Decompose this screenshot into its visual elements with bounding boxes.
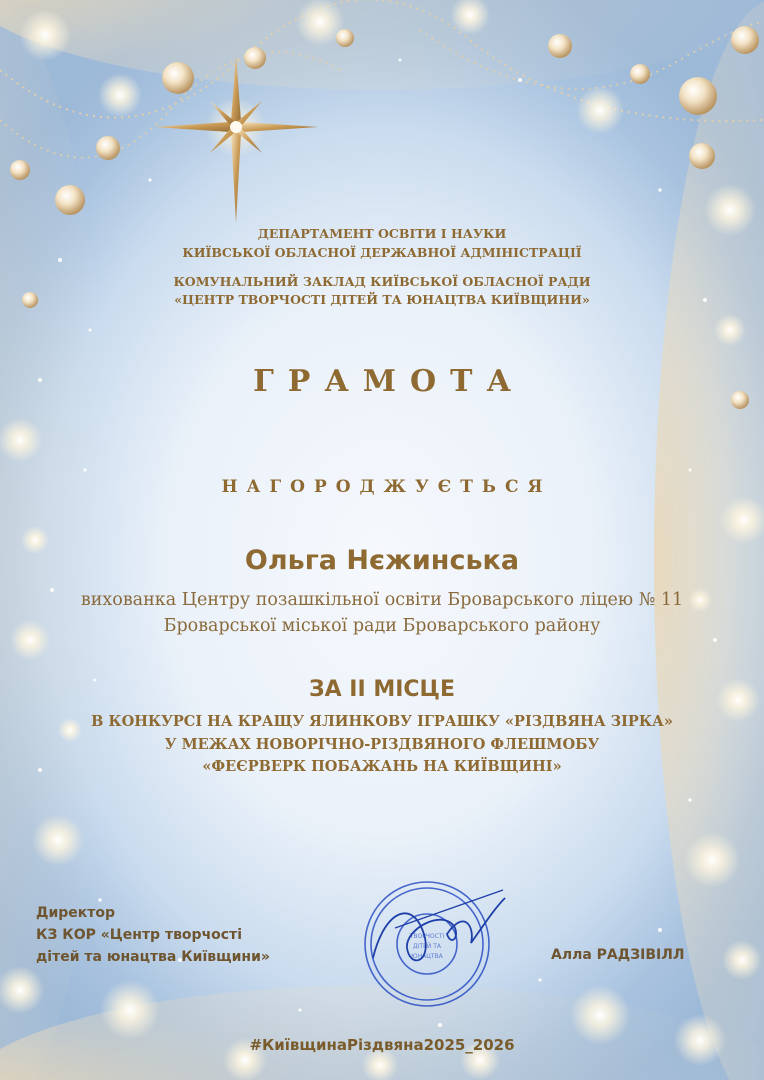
institution-line-2: «ЦЕНТР ТВОРЧОСТІ ДІТЕЙ ТА ЮНАЦТВА КИЇВЩИНИ» [174,292,590,307]
contest-line-1: В КОНКУРСІ НА КРАЩУ ЯЛИНКОВУ ІГРАШКУ «РІЗДВЯНА ЗІРКА» [91,713,673,730]
signature-position-line-3: дітей та юнацтва Київщини» [36,949,270,965]
department-line-1: ДЕПАРТАМЕНТ ОСВІТИ І НАУКИ [257,226,507,241]
svg-text:ДІТЕЙ ТА: ДІТЕЙ ТА [412,943,442,950]
recipient-description-line-2: Броварської міської ради Броварського району [163,616,601,636]
department-line-2: КИЇВСЬКОЇ ОБЛАСНОЇ ДЕРЖАВНОЇ АДМІНІСТРАЦІЇ [182,245,582,260]
recipient-description-line-1: вихованка Центру позашкільної освіти Броварського ліцею № 11 [80,590,684,610]
certificate-title: ГРАМОТА [253,364,525,399]
awarded-label: НАГОРОДЖУЄТЬСЯ [221,477,552,497]
signatory-name: Алла РАДЗІВІЛЛ [551,947,685,963]
award-place: ЗА ІІ МІСЦЕ [308,677,455,702]
signature-position [36,902,270,968]
contest-line-3: «ФЕЄРВЕРК ПОБАЖАНЬ НА КИЇВЩИНІ» [202,758,562,775]
contest-line-2: У МЕЖАХ НОВОРІЧНО-РІЗДВЯНОГО ФЛЕШМОБУ [164,736,600,753]
institution-line-1: КОМУНАЛЬНИЙ ЗАКЛАД КИЇВСЬКОЇ ОБЛАСНОЇ РАДИ [173,274,591,289]
svg-text:ЮНАЦТВА: ЮНАЦТВА [411,953,443,960]
official-stamp [355,868,510,1018]
hashtag: #КиївщинаРіздвяна2025_2026 [249,1036,515,1054]
recipient-name: Ольга Нєжинська [244,545,520,576]
svg-text:ТВОРЧОСТІ: ТВОРЧОСТІ [409,933,445,940]
signature-position-line-1: Директор [36,905,116,921]
signature-position-line-2: КЗ КОР «Центр творчості [36,927,243,943]
